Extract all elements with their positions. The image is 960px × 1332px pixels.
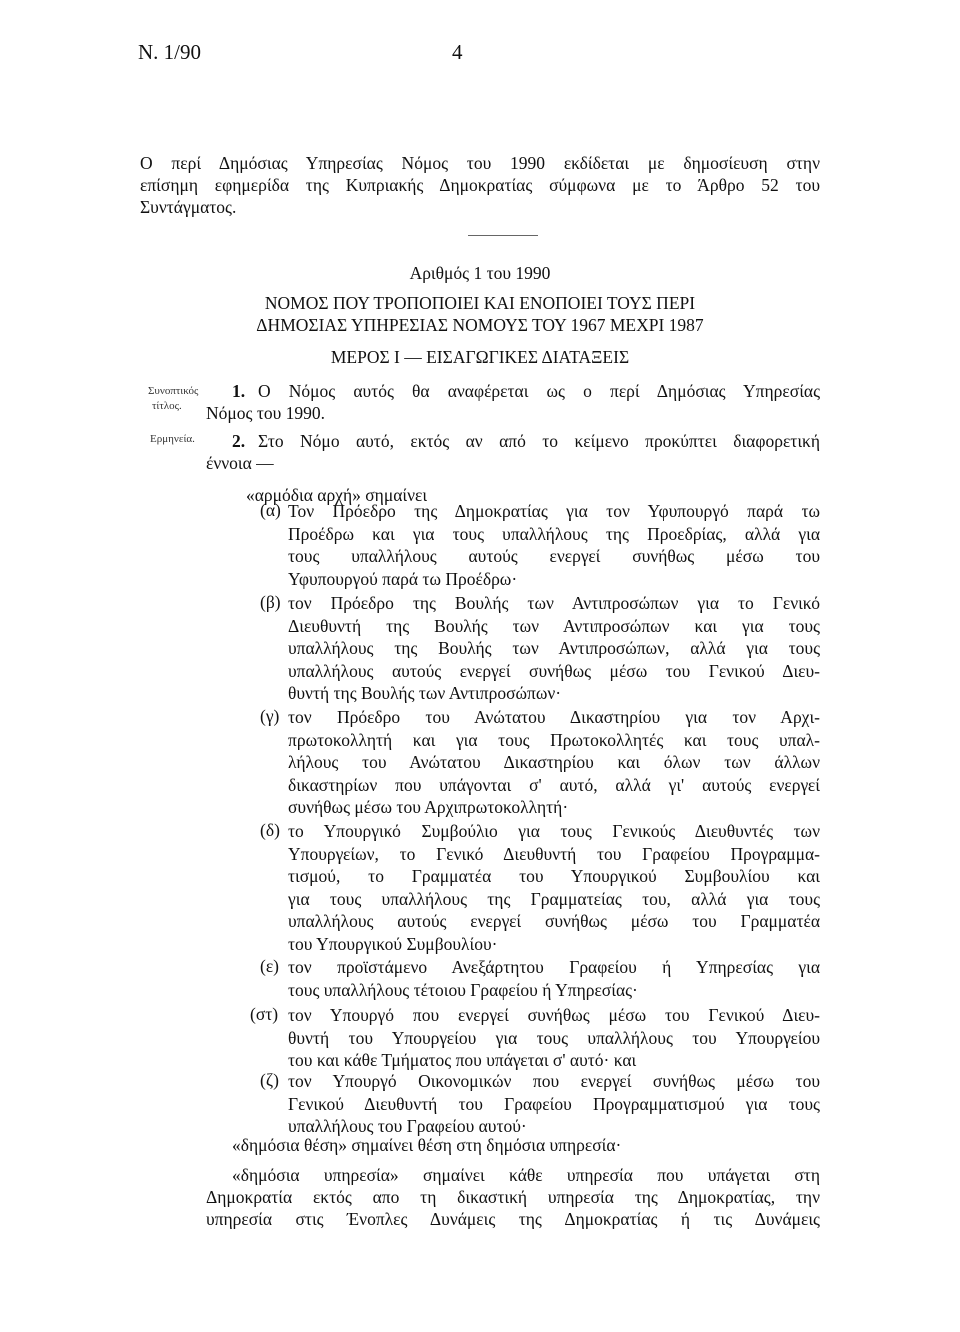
item-label: (ε) — [260, 956, 280, 976]
definition-public-service: Δημοκρατία εκτός απο τη δικαστική υπηρεσία της Δημοκρατίας, την — [206, 1187, 820, 1207]
item-label: (ζ) — [260, 1070, 279, 1090]
item-text-line: του Υπουργικού Συμβουλίου· — [288, 933, 498, 954]
item-text-line: τον προϊστάμενο Ανεξάρτητου Γραφείου ή Υπηρεσίας για — [288, 957, 820, 977]
item-label: (δ) — [260, 820, 280, 840]
item-text-line: του και κάθε Τμήματος που υπάγεται σ' αυτό· και — [288, 1050, 637, 1070]
item-text-line: πρωτοκολλητή και για τους Πρωτοκολλητές και τους υπαλ- — [288, 729, 820, 750]
section-number: 1. — [232, 381, 246, 401]
item-text-line: δικαστηρίων που υπάγονται σ' αυτό, αλλά γι' αυτούς ενεργεί — [288, 774, 820, 795]
item-text-line: τισμού, το Γραμματέα του Υπουργικού Συμβουλίου και — [288, 866, 820, 886]
item-text-line: τον Πρόεδρο της Βουλής των Αντιπροσώπων για το Γενικό — [288, 593, 820, 613]
law-number: Αριθμός 1 του 1990 — [409, 263, 551, 283]
item-text-line: θυντή του Υπουργείου για τους υπαλλήλους του Υπουργείου — [288, 1027, 820, 1048]
item-text-line: τον Υπουργό που ενεργεί συνήθως μέσω του Γενικού Διευ- — [288, 1005, 820, 1025]
item-text-line: υπαλλήλους αυτούς ενεργεί συνήθως μέσω του Γραμματέα — [288, 911, 820, 931]
margin-note-interpretation: Ερμηνεία. — [150, 433, 195, 445]
item-text-line: θυντή της Βουλής των Αντιπροσώπων· — [288, 683, 562, 703]
law-title-line: ΝΟΜΟΣ ΠΟΥ ΤΡΟΠΟΠΟΙΕΙ ΚΑΙ ΕΝΟΠΟΙΕΙ ΤΟΥΣ ΠΕΡΙ — [264, 293, 696, 313]
item-label: (β) — [260, 592, 281, 612]
item-text-line: Γενικού Διευθυντή του Γραφείου Προγραμματισμού για τους — [288, 1093, 820, 1114]
item-text-line: Διευθυντή της Βουλής των Αντιπροσώπων και για τους — [288, 615, 820, 636]
section-text: Ο Νόμος αυτός θα αναφέρεται ως ο περί Δημόσιας Υπηρεσίας — [258, 381, 820, 401]
item-text-line: τους υπαλλήλους αυτούς ενεργεί συνήθως μέσω του — [288, 546, 820, 566]
item-text-line: τον Πρόεδρο του Ανώτατου Δικαστηρίου για τον Αρχι- — [288, 707, 820, 727]
item-text-line: Προέδρω και για τους υπαλλήλους της Προεδρίας, αλλά για — [288, 523, 820, 544]
issue-number: Ν. 1/90 — [138, 40, 201, 64]
item-text-line: τον Υπουργό Οικονομικών που ενεργεί συνήθως μέσω του — [288, 1071, 820, 1091]
definition-public-service: υπηρεσία στις Ένοπλες Δυνάμεις της Δημοκρατίας ή τις Δυνάμεις — [206, 1209, 820, 1229]
margin-note-short-title: τίτλος. — [152, 400, 182, 412]
definition-heading: «αρμόδια αρχή» σημαίνει — [246, 485, 428, 505]
definition-public-service: «δημόσια υπηρεσία» σημαίνει κάθε υπηρεσία που υπάγεται στη — [232, 1165, 820, 1185]
section-text: Στο Νόμο αυτό, εκτός αν από το κείμενο προκύπτει διαφορετική — [258, 431, 820, 451]
item-text-line: Υφυπουργού παρά τω Προέδρω· — [288, 568, 518, 589]
section-number: 2. — [232, 431, 246, 451]
item-text-line: λήλους του Ανώτατου Δικαστηρίου και όλων των άλλων — [288, 752, 820, 772]
item-text-line: Τον Πρόεδρο της Δημοκρατίας για τον Υφυπουργό παρά τω — [288, 501, 820, 521]
law-title-line: ΔΗΜΟΣΙΑΣ ΥΠΗΡΕΣΙΑΣ ΝΟΜΟΥΣ ΤΟΥ 1967 ΜΕΧΡΙ 1987 — [256, 315, 704, 335]
item-text-line: υπαλλήλους αυτούς ενεργεί συνήθως μέσω του Γενικού Διευ- — [288, 660, 820, 681]
item-label: (γ) — [260, 706, 280, 726]
intro-line: επίσημη εφημερίδα της Κυπριακής Δημοκρατίας σύμφωνα με το Άρθρο 52 του — [140, 175, 820, 195]
intro-line: Ο περί Δημόσιας Υπηρεσίας Νόμος του 1990 εκδίδεται με δημοσίευση στην — [140, 153, 820, 173]
item-text-line: Υπουργείων, το Γενικό Διευθυντή του Γραφείου Προγραμμα- — [288, 843, 820, 864]
margin-note-short-title: Συνοπτικός — [148, 385, 199, 397]
item-text-line: υπαλλήλους του Γραφείου αυτού· — [288, 1116, 527, 1136]
separator-rule — [468, 235, 538, 236]
item-label: (α) — [260, 500, 281, 520]
item-text-line: υπαλλήλους της Βουλής των Αντιπροσώπων, αλλά για τους — [288, 638, 820, 658]
item-text-line: για τους υπαλλήλους της Γραμματείας του, αλλά για τους — [288, 888, 820, 909]
part-heading: ΜΕΡΟΣ Ι — ΕΙΣΑΓΩΓΙΚΕΣ ΔΙΑΤΑΞΕΙΣ — [330, 347, 630, 367]
item-text-line: συνήθως μέσω του Αρχιπρωτοκολλητή· — [288, 797, 569, 817]
section-text: έννοια — — [206, 453, 274, 473]
item-text-line: τους υπαλλήλους τέτοιου Γραφείου ή Υπηρεσίας· — [288, 979, 638, 1000]
intro-line: Συντάγματος. — [140, 197, 237, 217]
section-text: Νόμος του 1990. — [206, 403, 326, 423]
page-number: 4 — [452, 40, 463, 64]
item-label: (στ) — [250, 1004, 279, 1024]
definition-public-post: «δημόσια θέση» σημαίνει θέση στη δημόσια υπηρεσία· — [232, 1135, 622, 1155]
item-text-line: το Υπουργικό Συμβούλιο για τους Γενικούς Διευθυντές των — [288, 821, 820, 841]
